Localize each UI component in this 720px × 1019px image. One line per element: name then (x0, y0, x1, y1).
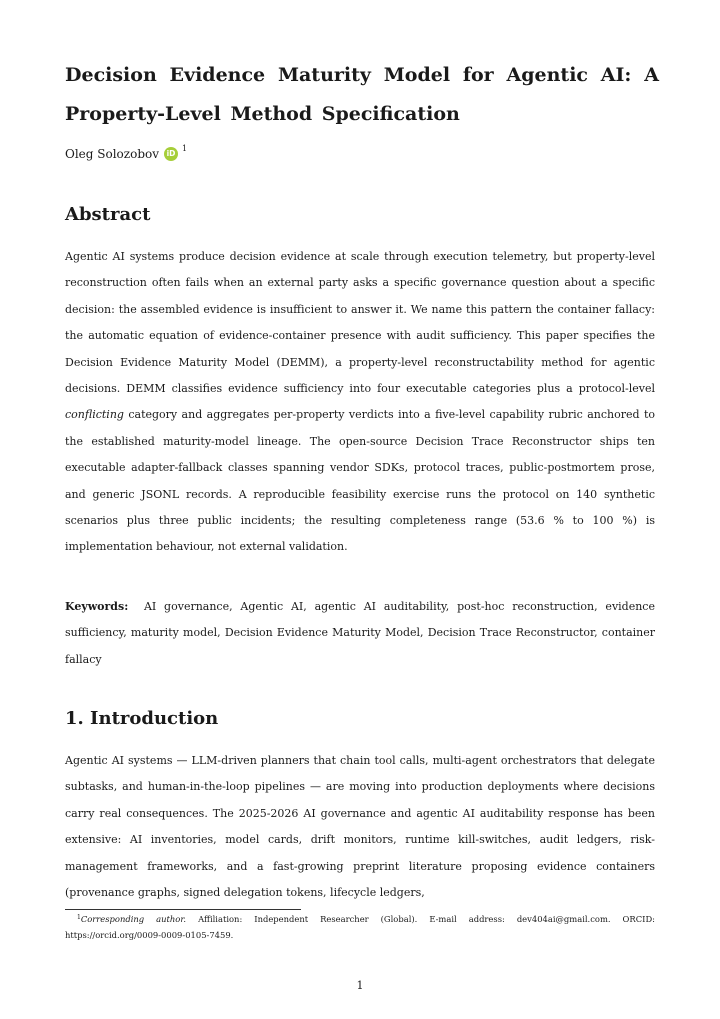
footnote-rule (65, 909, 301, 910)
footnote (65, 912, 655, 943)
author-line (65, 144, 187, 164)
orcid-icon[interactable]: iD (164, 147, 178, 161)
keywords (65, 594, 655, 673)
keywords-label: Keywords: (65, 600, 129, 613)
page-number: 1 (356, 979, 364, 992)
introduction-heading: 1. Introduction (65, 708, 219, 729)
abstract-text-part2: category and aggregates per-property verdicts into a five-level capability rubric anchored to the established maturity-model lineage. The open-source Decision Trace Reconstructor ships ten executable adapter-fallback classes spanning vendor SDKs, protocol traces, public-postmortem prose, and generic JSONL records. A reproducible feasibility exercise runs the protocol on 140 synthetic scenarios plus three public incidents; the resulting completeness range (53.6 % to 100 %) is implementation behaviour, not external validation. (65, 408, 655, 554)
keywords-text: AI governance, Agentic AI, agentic AI auditability, post-hoc reconstruction, evidence sufficiency, maturity model, Decision Evidence Maturity Model, Decision Trace Reconstructor, container fallacy (65, 600, 655, 666)
footnote-italic-lead: Corresponding author. (80, 914, 187, 924)
affiliation-mark: 1 (182, 144, 188, 153)
abstract-text (65, 244, 655, 561)
abstract-italic-term: conflicting (65, 408, 124, 422)
paper-title: Decision Evidence Maturity Model for Agentic AI: A Property-Level Method Specification (65, 64, 659, 125)
abstract-heading: Abstract (65, 204, 151, 225)
footnote-mark: 1 (77, 914, 81, 921)
footnote-text: Affiliation: Independent Researcher (Global). E-mail address: dev404ai@gmail.com. ORCID: https://orcid.org/0009-0009-0105-7459. (65, 914, 655, 940)
abstract-text-part1: Agentic AI systems produce decision evidence at scale through execution telemetry, but property-level reconstruction often fails when an external party asks a specific governance question about a specific decision: the assembled evidence is insufficient to answer it. We name this pattern the container fallacy: the automatic equation of evidence-container presence with audit sufficiency. This paper specifies the Decision Evidence Maturity Model (DEMM), a property-level reconstructability method for agentic decisions. DEMM classifies evidence sufficiency into four executable categories plus a protocol-level (65, 250, 655, 396)
author-name: Oleg Solozobov (65, 147, 160, 161)
introduction-text: Agentic AI systems — LLM-driven planners that chain tool calls, multi-agent orchestrators that delegate subtasks, and human-in-the-loop pipelines — are moving into production deployments where decisions carry real consequences. The 2025-2026 AI governance and agentic AI auditability response has been extensive: AI inventories, model cards, drift monitors, runtime kill-switches, audit ledgers, risk-management frameworks, and a fast-growing preprint literature proposing evidence containers (provenance graphs, signed delegation tokens, lifecycle ledgers, (65, 754, 655, 900)
